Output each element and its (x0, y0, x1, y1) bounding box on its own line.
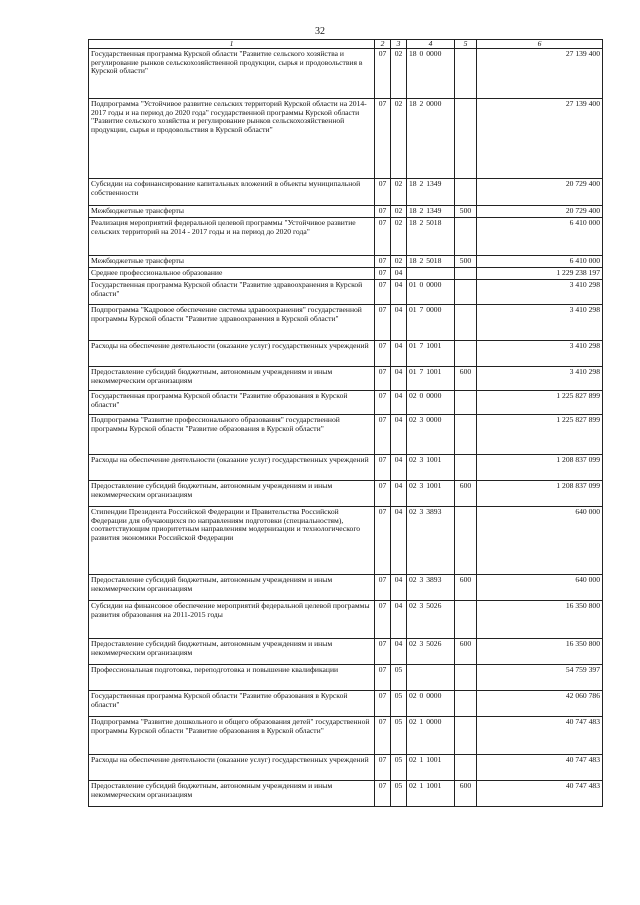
row-section-cell: 07 (375, 218, 391, 256)
row-name-cell: Предоставление субсидий бюджетным, автономным учреждениям и иным некоммерческим организациям (89, 575, 375, 601)
row-expense-type-cell (455, 691, 477, 717)
row-amount-cell: 16 350 800 (477, 639, 603, 665)
row-name-cell: Подпрограмма "Развитие дошкольного и общего образования детей" государственной программы Курской области "Развитие образования в Курской области" (89, 717, 375, 755)
row-program-code-cell: 02 3 1001 (407, 481, 455, 507)
row-section-cell: 07 (375, 781, 391, 807)
row-name-cell: Подпрограмма "Развитие профессионального образования" государственной программы Курской области "Развитие образования в Курской области" (89, 415, 375, 455)
row-program-code-cell: 02 3 5026 (407, 639, 455, 665)
row-section-cell: 07 (375, 341, 391, 367)
row-amount-cell: 40 747 483 (477, 755, 603, 781)
row-amount-cell: 3 410 298 (477, 367, 603, 391)
row-subsection-cell: 04 (391, 305, 407, 341)
row-amount-cell: 16 350 800 (477, 601, 603, 639)
row-section-cell: 07 (375, 49, 391, 99)
row-subsection-cell: 04 (391, 639, 407, 665)
row-expense-type-cell (455, 415, 477, 455)
row-expense-type-cell (455, 391, 477, 415)
row-expense-type-cell: 500 (455, 206, 477, 218)
row-expense-type-cell: 600 (455, 781, 477, 807)
row-amount-cell: 1 208 837 099 (477, 455, 603, 481)
row-expense-type-cell: 600 (455, 639, 477, 665)
row-subsection-cell: 05 (391, 781, 407, 807)
row-amount-cell: 1 225 827 899 (477, 415, 603, 455)
row-expense-type-cell (455, 455, 477, 481)
row-name-cell: Межбюджетные трансферты (89, 256, 375, 268)
row-name-cell: Стипендии Президента Российской Федерации и Правительства Российской Федерации для обучающихся по направлениям подготовки (специальностям), соответствующим приоритетным направлениям модернизации и технологического развития экономики Российской Федерации (89, 507, 375, 575)
row-expense-type-cell (455, 99, 477, 179)
table-row (89, 280, 603, 305)
row-subsection-cell: 05 (391, 755, 407, 781)
row-section-cell: 07 (375, 305, 391, 341)
row-subsection-cell: 04 (391, 268, 407, 280)
row-section-cell: 07 (375, 179, 391, 206)
col-header-4: 4 (407, 40, 455, 49)
row-section-cell: 07 (375, 256, 391, 268)
row-amount-cell: 3 410 298 (477, 341, 603, 367)
row-program-code-cell: 02 3 0000 (407, 415, 455, 455)
row-expense-type-cell (455, 665, 477, 691)
row-subsection-cell: 04 (391, 575, 407, 601)
row-program-code-cell (407, 665, 455, 691)
row-section-cell: 07 (375, 206, 391, 218)
row-subsection-cell: 02 (391, 49, 407, 99)
table-row (89, 367, 603, 391)
row-amount-cell: 6 410 000 (477, 256, 603, 268)
table-body (89, 49, 603, 807)
row-subsection-cell: 02 (391, 206, 407, 218)
row-program-code-cell: 01 7 1001 (407, 341, 455, 367)
table-row (89, 218, 603, 256)
row-program-code-cell: 18 2 5018 (407, 218, 455, 256)
row-name-cell: Подпрограмма "Кадровое обеспечение системы здравоохранения" государственной программы Курской области "Развитие здравоохранения в Курской области" (89, 305, 375, 341)
row-expense-type-cell (455, 218, 477, 256)
row-subsection-cell: 04 (391, 415, 407, 455)
row-program-code-cell: 18 2 1349 (407, 206, 455, 218)
row-section-cell: 07 (375, 415, 391, 455)
row-program-code-cell: 02 3 3893 (407, 575, 455, 601)
row-program-code-cell: 02 0 0000 (407, 391, 455, 415)
row-amount-cell: 640 000 (477, 575, 603, 601)
table-row (89, 206, 603, 218)
row-section-cell: 07 (375, 755, 391, 781)
col-header-5: 5 (455, 40, 477, 49)
row-program-code-cell: 01 7 1001 (407, 367, 455, 391)
page-number: 32 (315, 26, 325, 37)
row-expense-type-cell: 600 (455, 481, 477, 507)
row-amount-cell: 1 229 238 197 (477, 268, 603, 280)
row-program-code-cell: 18 2 1349 (407, 179, 455, 206)
row-name-cell: Профессиональная подготовка, переподготовка и повышение квалификации (89, 665, 375, 691)
row-section-cell: 07 (375, 391, 391, 415)
row-name-cell: Межбюджетные трансферты (89, 206, 375, 218)
table-row (89, 305, 603, 341)
row-section-cell: 07 (375, 601, 391, 639)
row-program-code-cell: 18 0 0000 (407, 49, 455, 99)
row-section-cell: 07 (375, 575, 391, 601)
row-subsection-cell: 02 (391, 99, 407, 179)
row-expense-type-cell (455, 49, 477, 99)
row-section-cell: 07 (375, 280, 391, 305)
table-row (89, 601, 603, 639)
row-expense-type-cell: 500 (455, 256, 477, 268)
row-section-cell: 07 (375, 455, 391, 481)
col-header-1: 1 (89, 40, 375, 49)
row-expense-type-cell (455, 305, 477, 341)
row-section-cell: 07 (375, 367, 391, 391)
row-expense-type-cell (455, 507, 477, 575)
row-subsection-cell: 02 (391, 218, 407, 256)
row-amount-cell: 1 225 827 899 (477, 391, 603, 415)
row-name-cell: Расходы на обеспечение деятельности (оказание услуг) государственных учреждений (89, 455, 375, 481)
row-program-code-cell: 02 1 0000 (407, 717, 455, 755)
row-name-cell: Реализация мероприятий федеральной целевой программы "Устойчивое развитие сельских территорий на 2014 - 2017 годы и на период до 2020 года" (89, 218, 375, 256)
row-expense-type-cell (455, 601, 477, 639)
table-row (89, 755, 603, 781)
row-amount-cell: 20 729 400 (477, 206, 603, 218)
table-row (89, 639, 603, 665)
row-subsection-cell: 05 (391, 691, 407, 717)
row-subsection-cell: 04 (391, 601, 407, 639)
row-name-cell: Государственная программа Курской области "Развитие сельского хозяйства и регулирование рынков сельскохозяйственной продукции, сырья и продовольствия в Курской области" (89, 49, 375, 99)
table-row (89, 268, 603, 280)
table-row (89, 691, 603, 717)
row-program-code-cell: 01 0 0000 (407, 280, 455, 305)
row-amount-cell: 3 410 298 (477, 305, 603, 341)
table-row (89, 99, 603, 179)
table-row (89, 391, 603, 415)
row-subsection-cell: 04 (391, 507, 407, 575)
table-row (89, 481, 603, 507)
row-program-code-cell: 02 3 3893 (407, 507, 455, 575)
row-amount-cell: 42 060 786 (477, 691, 603, 717)
row-program-code-cell: 02 0 0000 (407, 691, 455, 717)
row-program-code-cell: 18 2 5018 (407, 256, 455, 268)
table-row (89, 179, 603, 206)
row-subsection-cell: 02 (391, 256, 407, 268)
row-amount-cell: 6 410 000 (477, 218, 603, 256)
row-amount-cell: 1 208 837 099 (477, 481, 603, 507)
row-name-cell: Предоставление субсидий бюджетным, автономным учреждениям и иным некоммерческим организациям (89, 367, 375, 391)
row-name-cell: Государственная программа Курской области "Развитие образования в Курской области" (89, 391, 375, 415)
table-row (89, 49, 603, 99)
row-subsection-cell: 04 (391, 481, 407, 507)
row-program-code-cell (407, 268, 455, 280)
row-name-cell: Среднее профессиональное образование (89, 268, 375, 280)
table-row (89, 341, 603, 367)
row-section-cell: 07 (375, 268, 391, 280)
row-subsection-cell: 04 (391, 341, 407, 367)
row-section-cell: 07 (375, 639, 391, 665)
row-name-cell: Предоставление субсидий бюджетным, автономным учреждениям и иным некоммерческим организациям (89, 639, 375, 665)
table-row (89, 717, 603, 755)
row-program-code-cell: 02 3 5026 (407, 601, 455, 639)
row-section-cell: 07 (375, 691, 391, 717)
row-amount-cell: 54 759 397 (477, 665, 603, 691)
row-amount-cell: 27 139 400 (477, 49, 603, 99)
row-amount-cell: 40 747 483 (477, 717, 603, 755)
table-row (89, 256, 603, 268)
row-name-cell: Субсидии на софинансирование капитальных вложений в объекты муниципальной собственности (89, 179, 375, 206)
table-row (89, 575, 603, 601)
row-subsection-cell: 04 (391, 391, 407, 415)
row-amount-cell: 3 410 298 (477, 280, 603, 305)
table-row (89, 781, 603, 807)
row-expense-type-cell (455, 755, 477, 781)
row-section-cell: 07 (375, 507, 391, 575)
row-subsection-cell: 05 (391, 717, 407, 755)
budget-table (88, 39, 603, 807)
table-row (89, 415, 603, 455)
row-expense-type-cell: 600 (455, 575, 477, 601)
row-program-code-cell: 02 1 1001 (407, 781, 455, 807)
table-row (89, 665, 603, 691)
table-row (89, 507, 603, 575)
row-program-code-cell: 02 3 1001 (407, 455, 455, 481)
col-header-2: 2 (375, 40, 391, 49)
row-section-cell: 07 (375, 717, 391, 755)
row-expense-type-cell (455, 717, 477, 755)
row-name-cell: Подпрограмма "Устойчивое развитие сельских территорий Курской области на 2014-2017 годы и на период до 2020 года" государственной программы Курской области "Развитие сельского хозяйства и регулирование рынков сельскохозяйственной продукции, сырья и продовольствия в Курской области" (89, 99, 375, 179)
row-name-cell: Предоставление субсидий бюджетным, автономным учреждениям и иным некоммерческим организациям (89, 481, 375, 507)
row-subsection-cell: 04 (391, 367, 407, 391)
row-expense-type-cell (455, 341, 477, 367)
row-program-code-cell: 02 1 1001 (407, 755, 455, 781)
table-row (89, 455, 603, 481)
row-expense-type-cell (455, 268, 477, 280)
row-program-code-cell: 18 2 0000 (407, 99, 455, 179)
row-name-cell: Государственная программа Курской области "Развитие здравоохранения в Курской области" (89, 280, 375, 305)
row-subsection-cell: 04 (391, 455, 407, 481)
row-name-cell: Субсидии на финансовое обеспечение мероприятий федеральной целевой программы развития образования на 2011-2015 годы (89, 601, 375, 639)
row-amount-cell: 27 139 400 (477, 99, 603, 179)
row-expense-type-cell: 600 (455, 367, 477, 391)
row-section-cell: 07 (375, 481, 391, 507)
row-section-cell: 07 (375, 99, 391, 179)
row-subsection-cell: 05 (391, 665, 407, 691)
row-expense-type-cell (455, 179, 477, 206)
col-header-3: 3 (391, 40, 407, 49)
row-name-cell: Предоставление субсидий бюджетным, автономным учреждениям и иным некоммерческим организациям (89, 781, 375, 807)
row-name-cell: Расходы на обеспечение деятельности (оказание услуг) государственных учреждений (89, 341, 375, 367)
header-row (89, 40, 603, 49)
row-amount-cell: 640 000 (477, 507, 603, 575)
row-amount-cell: 20 729 400 (477, 179, 603, 206)
row-subsection-cell: 02 (391, 179, 407, 206)
row-program-code-cell: 01 7 0000 (407, 305, 455, 341)
row-amount-cell: 40 747 483 (477, 781, 603, 807)
row-name-cell: Государственная программа Курской области "Развитие образования в Курской области" (89, 691, 375, 717)
row-subsection-cell: 04 (391, 280, 407, 305)
col-header-6: 6 (477, 40, 603, 49)
row-name-cell: Расходы на обеспечение деятельности (оказание услуг) государственных учреждений (89, 755, 375, 781)
row-section-cell: 07 (375, 665, 391, 691)
row-expense-type-cell (455, 280, 477, 305)
